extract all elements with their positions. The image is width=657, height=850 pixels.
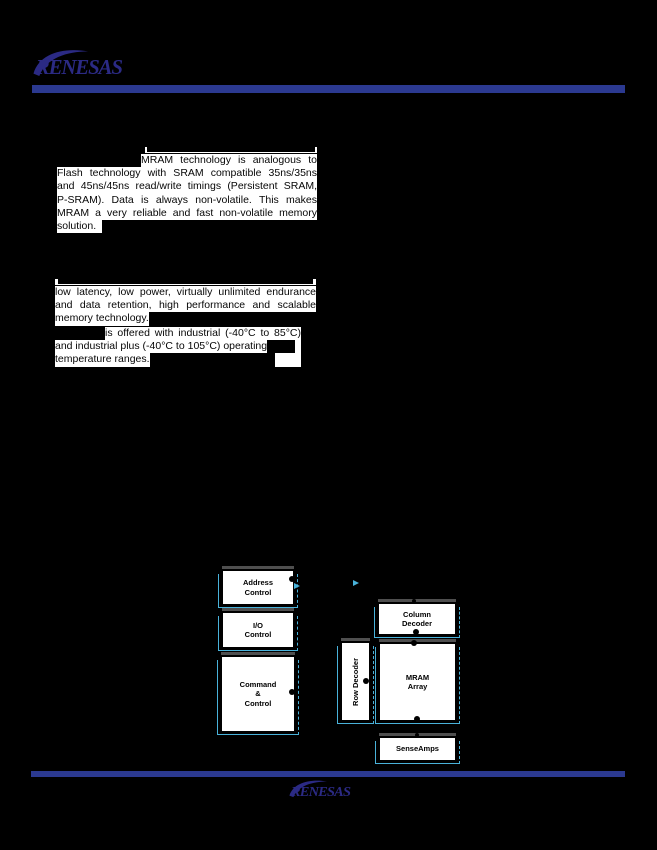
- redacted-text-bar: [149, 312, 316, 325]
- text-line: Flash technology with SRAM compatible 35ns/35ns: [57, 167, 317, 180]
- redacted-text-bar: [150, 353, 275, 366]
- paragraph-temperature-ranges: [55, 327, 301, 367]
- connector-dot: [412, 599, 416, 603]
- redacted-text-bar: [55, 279, 316, 285]
- connector-dot: [411, 640, 417, 646]
- text-line: and data retention, high performance and scalable: [55, 299, 316, 312]
- diagram-box-command-control: Command & Control: [221, 656, 295, 732]
- renesas-logo: [30, 46, 152, 82]
- text-line: low latency, low power, virtually unlimited endurance: [55, 286, 316, 298]
- text-line: P-SRAM). Data is always non-volatile. This makes: [57, 193, 317, 206]
- diagram-box-mram-array: MRAM Array: [379, 643, 456, 721]
- paragraph-mram-technology: [57, 147, 317, 233]
- diagram-box-column-decoder: Column Decoder: [378, 603, 456, 635]
- logo-wordmark: RENESAS: [291, 784, 351, 800]
- diagram-box-senseamps: SenseAmps: [379, 737, 456, 761]
- text-line: MRAM a very reliable and fast non-volatile memory: [57, 206, 317, 219]
- connector-dot: [289, 689, 295, 695]
- connector-dot: [413, 629, 419, 635]
- connector-dot: [414, 716, 420, 722]
- text-line: and 45ns/45ns read/write timings (Persistent SRAM,: [57, 180, 317, 193]
- text-line: and industrial plus (-40°C to 105°C) operating: [55, 340, 301, 353]
- paragraph-mram-benefits: [55, 279, 316, 326]
- footer-rule: [31, 771, 625, 777]
- text-line: is offered with industrial (-40°C to 85°C): [55, 327, 301, 340]
- redacted-text-bar: [267, 340, 295, 353]
- diagram-box-row-decoder: Row Decoder: [341, 642, 370, 721]
- flow-arrow-icon: [353, 580, 362, 586]
- header-rule: [32, 85, 625, 93]
- diagram-box-address-control: Address Control: [222, 570, 294, 605]
- connector-dot: [415, 733, 419, 737]
- connector-dot: [289, 576, 295, 582]
- flow-arrow-icon: [294, 583, 303, 589]
- text-line: temperature ranges.: [55, 353, 301, 366]
- redacted-text-bar: [145, 147, 317, 153]
- connector-dot: [363, 678, 369, 684]
- text-line: MRAM technology is analogous to: [57, 154, 317, 167]
- diagram-box-io-control: I/O Control: [222, 612, 294, 648]
- redacted-text-bar: [57, 154, 141, 167]
- renesas-logo-footer: [287, 778, 371, 801]
- redacted-text-bar: [55, 327, 105, 340]
- logo-wordmark: RENESAS: [35, 54, 122, 80]
- text-line: memory technology.: [55, 312, 316, 325]
- text-line: solution.: [57, 220, 317, 233]
